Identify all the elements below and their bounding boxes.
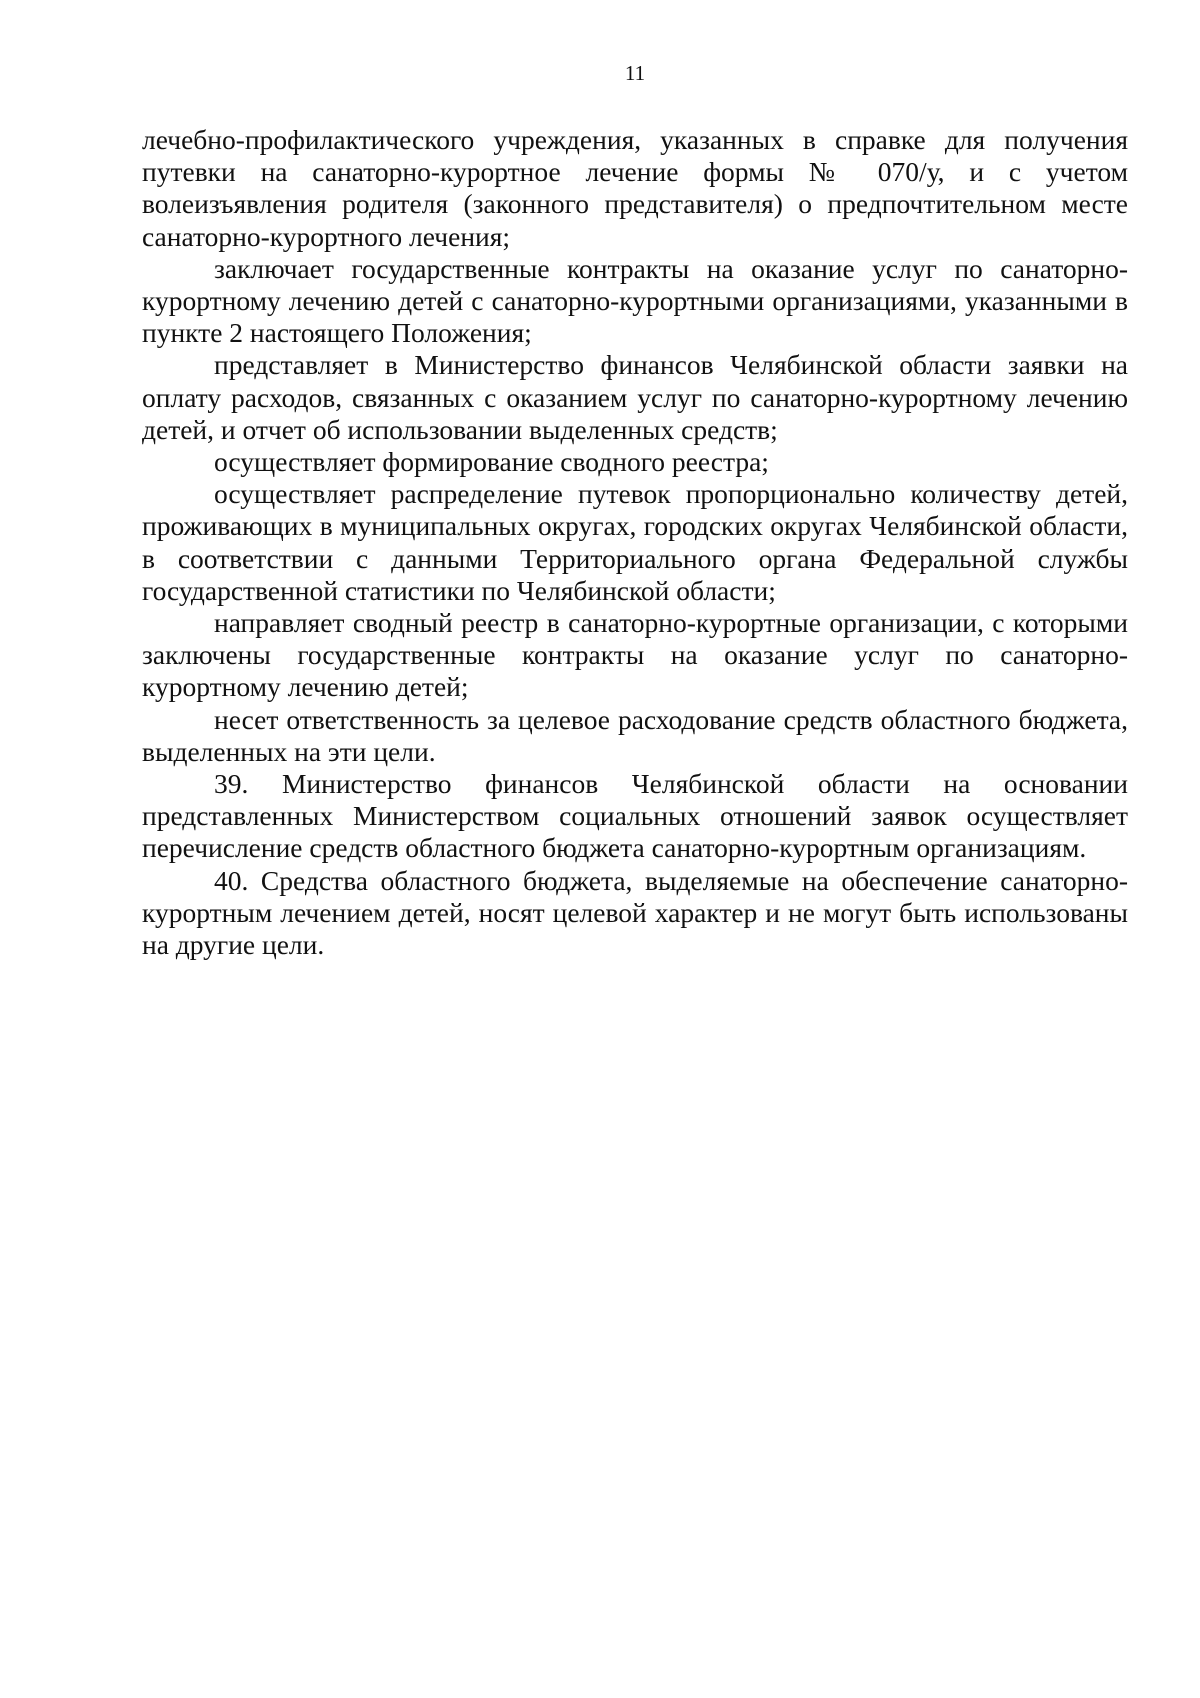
paragraph-40: 40. Средства областного бюджета, выделяемые на обеспечение санаторно-курортным лечением детей, носят целевой характер и не могут быть использованы на другие цели. (142, 864, 1128, 961)
paragraph-voucher-distribution: осуществляет распределение путевок пропорционально количеству детей, проживающих в муниципальных округах, городских округах Челябинской области, в соответствии с данными Территориального органа Федеральной службы государственной статистики по Челябинской области; (142, 478, 1128, 606)
paragraph-responsibility: несет ответственность за целевое расходование средств областного бюджета, выделенных на эти цели. (142, 703, 1128, 767)
paragraph-continuation: лечебно-профилактического учреждения, указанных в справке для получения путевки на санаторно-курортное лечение формы № 070/у, и с учетом волеизъявления родителя (законного представителя) о предпочтительном месте санаторно-курортного лечения; (142, 124, 1128, 252)
paragraph-finance-requests: представляет в Министерство финансов Челябинской области заявки на оплату расходов, связанных с оказанием услуг по санаторно-курортному лечению детей, и отчет об использовании выделенных средств; (142, 349, 1128, 445)
paragraph-39: 39. Министерство финансов Челябинской области на основании представленных Министерством социальных отношений заявок осуществляет перечисление средств областного бюджета санаторно-курортным организациям. (142, 768, 1128, 864)
document-body (142, 124, 1128, 961)
paragraph-contracts: заключает государственные контракты на оказание услуг по санаторно-курортному лечению детей с санаторно-курортными организациями, указанными в пункте 2 настоящего Положения; (142, 252, 1128, 349)
paragraph-registry-sending: направляет сводный реестр в санаторно-курортные организации, с которыми заключены государственные контракты на оказание услуг по санаторно-курортному лечению детей; (142, 607, 1128, 703)
page-number: 11 (624, 61, 646, 85)
paragraph-registry-formation: осуществляет формирование сводного реестра; (214, 446, 769, 478)
